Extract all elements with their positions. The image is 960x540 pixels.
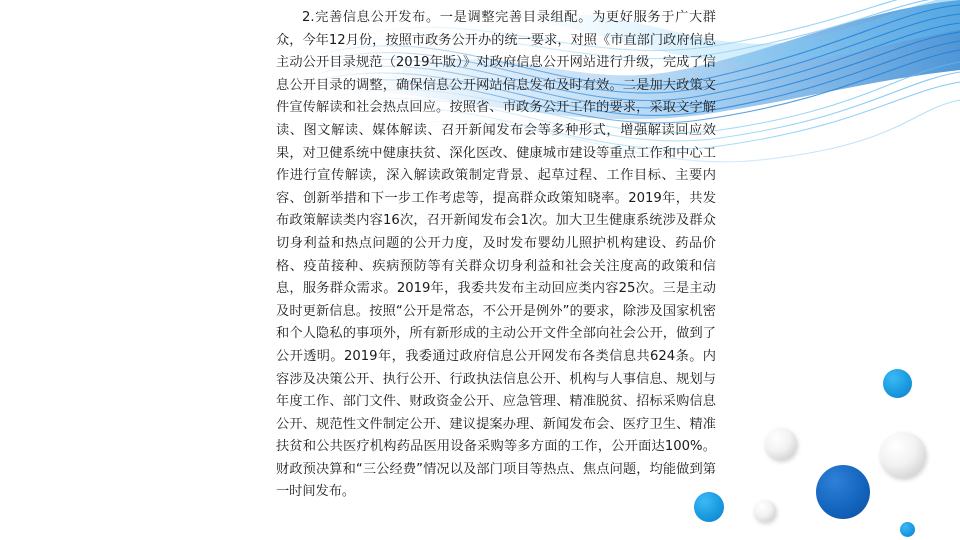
white-circle-decoration (765, 428, 797, 460)
blue-circle-decoration (883, 369, 912, 398)
white-circle-decoration (880, 432, 926, 478)
white-circle-decoration (754, 500, 776, 522)
blue-circle-decoration (900, 522, 915, 537)
body-paragraph: 2.完善信息公开发布。一是调整完善目录组配。为更好服务于广大群众，今年12月份，按照市政务公开办的统一要求，对照《市直部门政府信息主动公开目录规范（2019年版）》对政府信息公开网站进行升级，完成了信息公开目录的调整，确保信息公开网站信息发布及时有效。二是加大政策文件宣传解读和社会热点回应。按照省、市政务公开工作的要求，采取文字解读、图文解读、媒体解读、召开新闻发布会等多种形式，增强解读回应效果，对卫健系统中健康扶贫、深化医改、健康城市建设等重点工作和中心工作进行宣传解读，深入解读政策制定背景、起草过程、工作目标、主要内容、创新举措和下一步工作考虑等，提高群众政策知晓率。2019年，共发布政策解读类内容16次，召开新闻发布会1次。加大卫生健康系统涉及群众切身利益和热点问题的公开力度，及时发布婴幼儿照护机构建设、药品价格、疫苗接种、疾病预防等有关群众切身利益和社会关注度高的政策和信息，服务群众需求。2019年，我委共发布主动回应类内容25次。三是主动及时更新信息。按照“公开是常态，不公开是例外”的要求，除涉及国家机密和个人隐私的事项外，所有新形成的主动公开文件全部向社会公开，做到了公开透明。2019年，我委通过政府信息公开网发布各类信息共624条。内容涉及决策公开、执行公开、行政执法信息公开、机构与人事信息、规划与年度工作、部门文件、财政资金公开、应急管理、精准脱贫、招标采购信息公开、规范性文件制定公开、建议提案办理、新闻发布会、医疗卫生、精准扶贫和公共医疗机构药品医用设备采购等多方面的工作，公开面达100%。财政预决算和“三公经费”情况以及部门项目等热点、焦点问题，均能做到第一时间发布。 (276, 10, 716, 500)
dark-blue-circle-decoration (816, 465, 870, 519)
